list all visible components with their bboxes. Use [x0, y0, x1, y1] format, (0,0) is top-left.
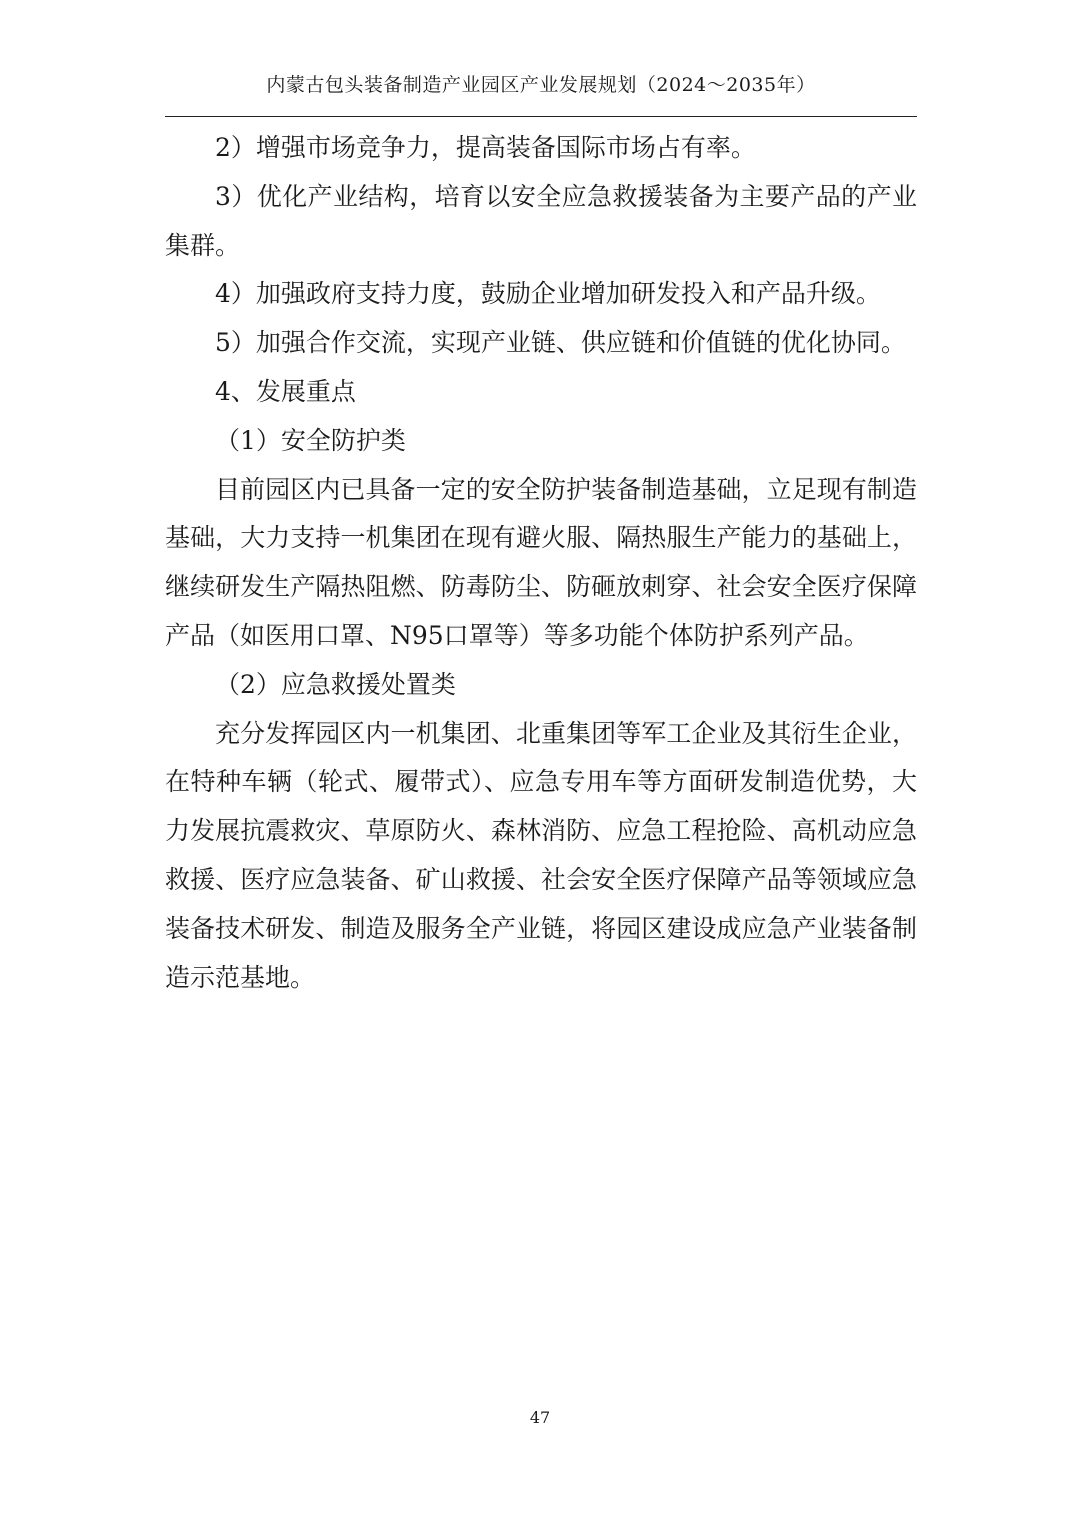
section-heading-development-focus: 4、发展重点	[215, 376, 356, 406]
list-item-3: 3）优化产业结构，培育以安全应急救援装备为主要产品的产业集群。	[165, 181, 917, 260]
subsection-heading-emergency-rescue: （2）应急救援处置类	[215, 669, 456, 699]
list-item-5: 5）加强合作交流，实现产业链、供应链和价值链的优化协同。	[215, 328, 906, 358]
subsection-heading-safety-protection: （1）安全防护类	[215, 425, 406, 455]
page-number: 47	[529, 1408, 551, 1427]
paragraph-emergency-rescue: 充分发挥园区内一机集团、北重集团等军工企业及其衍生企业，在特种车辆（轮式、履带式）、应急专用车等方面研发制造优势，大力发展抗震救灾、草原防火、森林消防、应急工程抢险、高机动应急救援、医疗应急装备、矿山救援、社会安全医疗保障产品等领域应急装备技术研发、制造及服务全产业链，将园区建设成应急产业装备制造示范基地。	[165, 718, 917, 992]
list-item-4: 4）加强政府支持力度，鼓励企业增加研发投入和产品升级。	[215, 279, 881, 309]
page-body	[165, 124, 917, 1002]
running-header: 内蒙古包头装备制造产业园区产业发展规划（2024～2035年）	[266, 74, 816, 96]
paragraph-safety-protection: 目前园区内已具备一定的安全防护装备制造基础，立足现有制造基础，大力支持一机集团在现有避火服、隔热服生产能力的基础上，继续研发生产隔热阻燃、防毒防尘、防砸放刺穿、社会安全医疗保障产品（如医用口罩、N95口罩等）等多功能个体防护系列产品。	[165, 474, 917, 650]
header-divider	[165, 116, 917, 117]
list-item-2: 2）增强市场竞争力，提高装备国际市场占有率。	[215, 133, 756, 162]
